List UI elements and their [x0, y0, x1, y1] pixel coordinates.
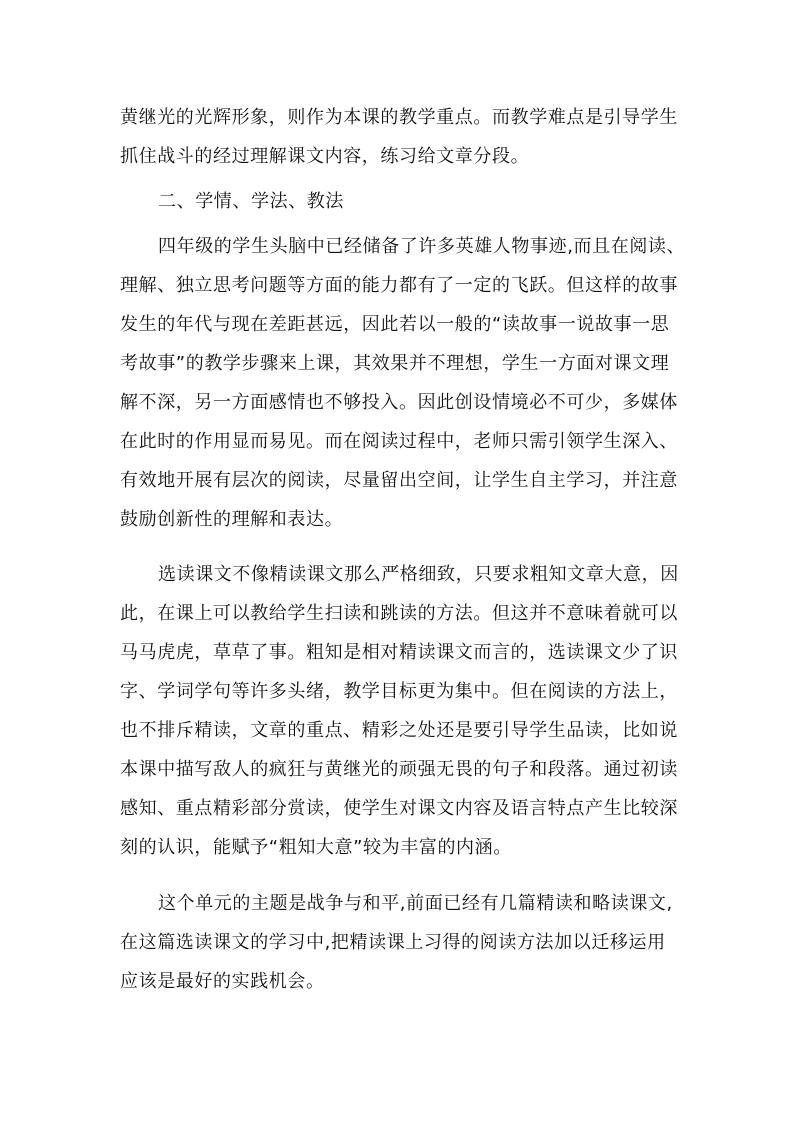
- text-line: 此，在课上可以教给学生扫读和跳读的方法。但这并不意味着就可以: [120, 603, 678, 624]
- text-line: 在此时的作用显而易见。而在阅读过程中，老师只需引领学生深入、: [120, 431, 678, 452]
- text-line: 选读课文不像精读课文那么严格细致，只要求粗知文章大意，因: [158, 564, 679, 585]
- section-heading: 二、学情、学法、教法: [158, 191, 344, 212]
- text-line: 本课中描写敌人的疯狂与黄继光的顽强无畏的句子和段落。通过初读: [120, 759, 678, 780]
- text-line: 刻的认识，能赋予“粗知大意”较为丰富的内涵。: [120, 837, 512, 858]
- text-line: 在这篇选读课文的学习中,把精读课上习得的阅读方法加以迁移运用: [120, 932, 666, 953]
- text-line: 这个单元的主题是战争与和平,前面已经有几篇精读和略读课文,: [158, 893, 673, 914]
- text-line: 解不深，另一方面感情也不够投入。因此创设情境必不可少，多媒体: [120, 392, 678, 413]
- text-line: 鼓励创新性的理解和表达。: [120, 509, 344, 530]
- text-line: 有效地开展有层次的阅读，尽量留出空间，让学生自主学习，并注意: [120, 470, 678, 491]
- text-line: 四年级的学生头脑中已经储备了许多英雄人物事迹,而且在阅读、: [158, 236, 686, 257]
- text-line: 黄继光的光辉形象，则作为本课的教学重点。而教学难点是引导学生: [120, 107, 678, 128]
- text-line: 发生的年代与现在差距甚远，因此若以一般的“读故事一说故事一思: [120, 314, 670, 335]
- text-line: 抓住战斗的经过理解课文内容，练习给文章分段。: [120, 146, 530, 167]
- text-line: 字、学词学句等许多头绪，教学目标更为集中。但在阅读的方法上，: [120, 681, 678, 702]
- text-line: 感知、重点精彩部分赏读，使学生对课文内容及语言特点产生比较深: [120, 798, 678, 819]
- text-line: 也不排斥精读，文章的重点、精彩之处还是要引导学生品读，比如说: [120, 720, 678, 741]
- text-line: 理解、独立思考问题等方面的能力都有了一定的飞跃。但这样的故事: [120, 275, 678, 296]
- text-line: 应该是最好的实践机会。: [120, 971, 325, 992]
- text-line: 马马虎虎，草草了事。粗知是相对精读课文而言的，选读课文少了识: [120, 642, 678, 663]
- text-line: 考故事”的教学步骤来上课，其效果并不理想，学生一方面对课文理: [120, 353, 670, 374]
